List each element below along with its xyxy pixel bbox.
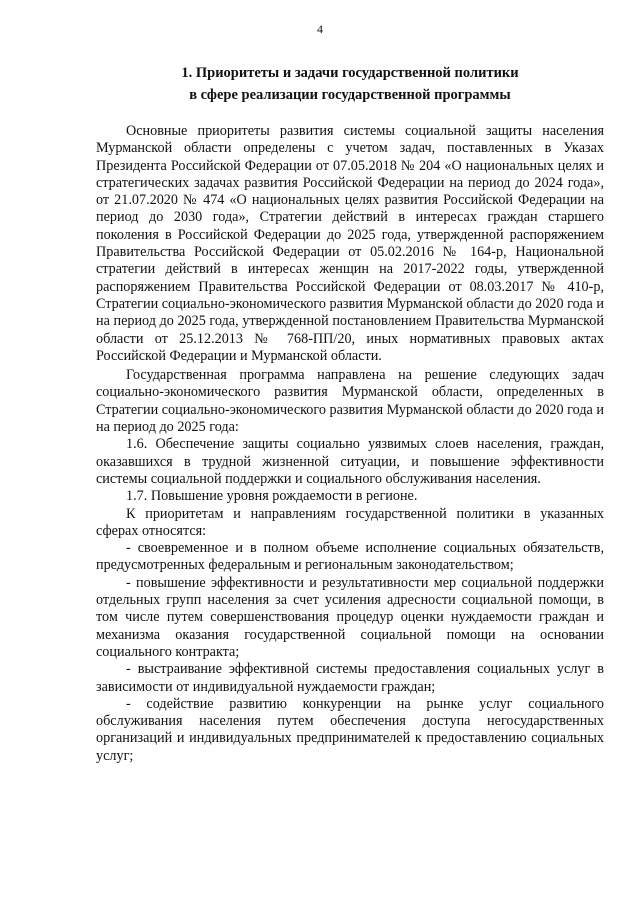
section-heading — [96, 62, 604, 106]
section-heading-line-1: 1. Приоритеты и задачи государственной политики — [181, 65, 519, 81]
section-heading-line-2: в сфере реализации государственной программы — [189, 87, 511, 103]
list-item-obligations: - своевременное и в полном объеме исполнение социальных обязательств, предусмотренных федеральным и региональным законодательством; — [96, 540, 604, 574]
paragraph-priorities: Основные приоритеты развития системы социальной защиты населения Мурманской области определены с учетом задач, поставленных в Указах Президента Российской Федерации от 07.05.2018 № 204 «О национальных целях и стратегических задачах развития Российской Федерации на период до 2024 года», от 21.07.2020 № 474 «О национальных целях развития Российской Федерации на период до 2030 года», Стратегии действий в интересах граждан старшего поколения в Российской Федерации до 2025 года, утвержденной распоряжением Правительства Российской Федерации от 05.02.2016 № 164-р, Национальной стратегии действий в интересах женщин на 2017-2022 годы, утвержденной распоряжением Правительства Российской Федерации от 08.03.2017 № 410-р, Стратегии социально-экономического развития Мурманской области до 2020 года и на период до 2025 года, утвержденной постановлением Правительства Мурманской области от 25.12.2013 № 768-ПП/20, иных нормативных правовых актах Российской Федерации и Мурманской области. — [96, 123, 604, 364]
list-item-competition: - содействие развитию конкуренции на рынке услуг социального обслуживания населения путем обеспечения доступа негосударственных организаций и индивидуальных предпринимателей к предоставлению социальных услуг; — [96, 695, 604, 764]
paragraph-task-1-6: 1.6. Обеспечение защиты социально уязвимых слоев населения, граждан, оказавшихся в трудной жизненной ситуации, и повышение эффективности системы социальной поддержки и социального обслуживания населения. — [96, 436, 604, 487]
paragraph-program-tasks: Государственная программа направлена на решение следующих задач социально-экономического развития Мурманской области, определенных в Стратегии социально-экономического развития Мурманской области до 2020 года и на период до 2025 года: — [96, 367, 604, 436]
document-body — [96, 123, 604, 765]
page-number: 4 — [317, 22, 323, 36]
list-item-efficiency: - повышение эффективности и результативности мер социальной поддержки отдельных групп населения за счет усиления адресности социальной помощи, в том числе путем совершенствования процедур оценки нуждаемости граждан и механизма оказания государственной социальной помощи на основании социального контракта; — [96, 574, 604, 660]
list-item-services-system: - выстраивание эффективной системы предоставления социальных услуг в зависимости от индивидуальной нуждаемости граждан; — [96, 661, 604, 695]
paragraph-directions-intro: К приоритетам и направлениям государственной политики в указанных сферах относятся: — [96, 505, 604, 539]
paragraph-task-1-7: 1.7. Повышение уровня рождаемости в регионе. — [126, 488, 418, 505]
